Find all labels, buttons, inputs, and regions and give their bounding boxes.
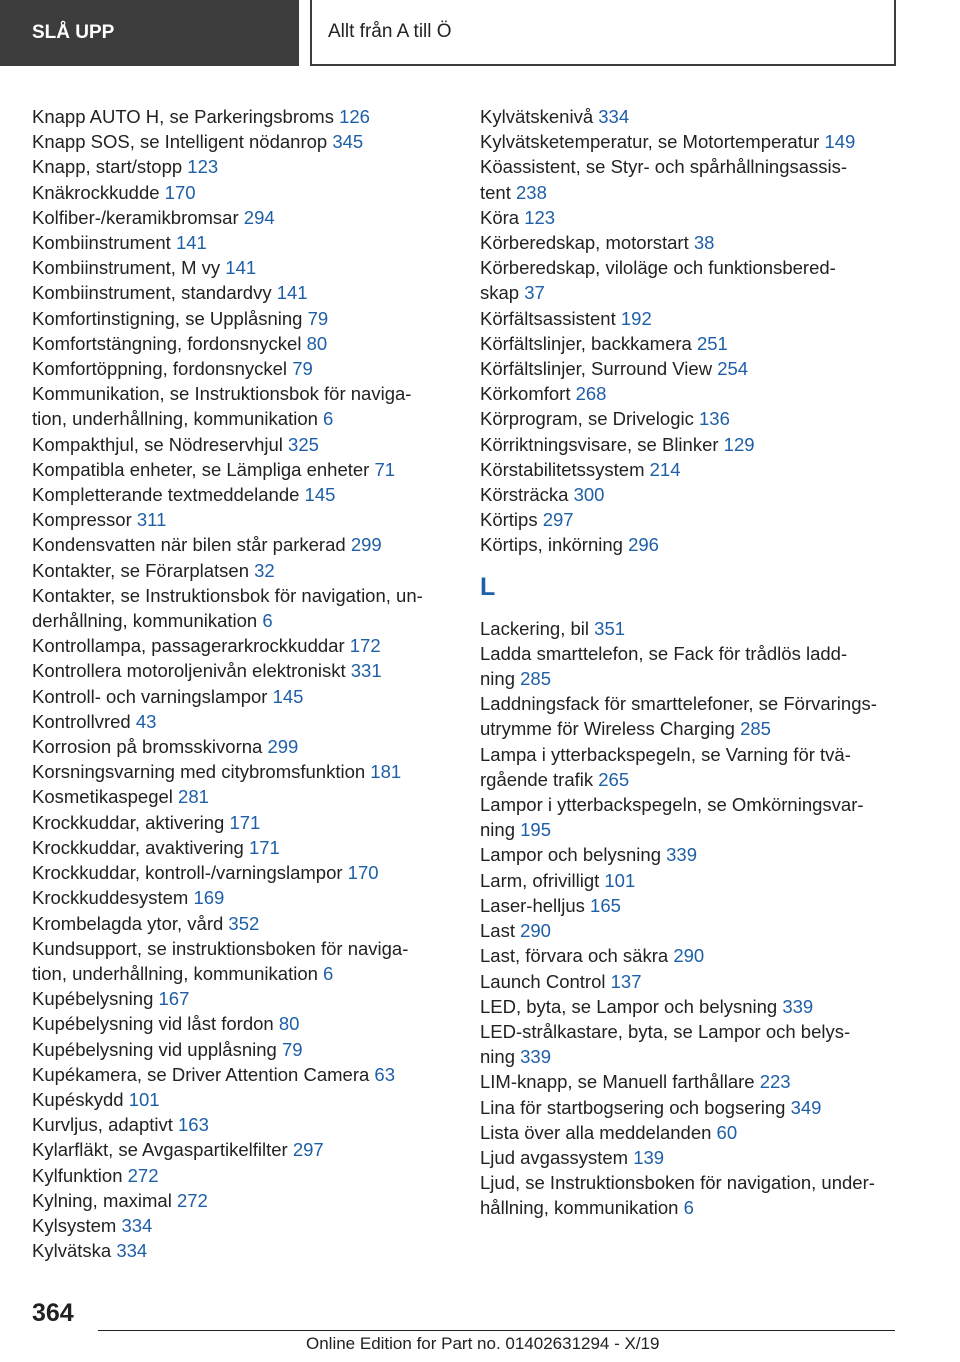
index-term: ning — [480, 668, 515, 690]
page-reference-link[interactable]: 285 — [520, 668, 551, 690]
index-term: Körtips — [480, 509, 538, 531]
page-reference-link[interactable]: 101 — [604, 869, 636, 891]
index-entry — [32, 1037, 452, 1062]
index-term: Kylvätsketemperatur, se Motortemperatur — [480, 131, 820, 153]
page-reference-link[interactable]: 299 — [267, 736, 299, 758]
index-term: Ladda smarttelefon, se Fack för trådlös ladd- — [480, 642, 848, 664]
index-term: Kurvljus, adaptivt — [32, 1114, 173, 1136]
index-entry — [32, 280, 452, 305]
index-term: rgående trafik — [480, 768, 594, 790]
index-term: Kupébelysning vid låst fordon — [32, 1013, 274, 1035]
index-term: Lina för startbogsering och bogsering — [480, 1096, 786, 1118]
index-entry — [32, 835, 452, 860]
index-term: Lampor i ytterbackspegeln, se Omkörningsvar- — [480, 794, 864, 816]
index-entry — [480, 331, 900, 356]
index-entry — [480, 104, 900, 129]
page-reference-link[interactable]: 38 — [693, 232, 715, 254]
index-term: hållning, kommunikation — [480, 1197, 679, 1219]
index-entry — [32, 306, 452, 331]
index-term: Larm, ofrivilligt — [480, 869, 600, 891]
page-reference-link[interactable]: 123 — [524, 206, 556, 228]
page-reference-link[interactable]: 6 — [323, 408, 334, 430]
index-entry — [32, 633, 452, 658]
index-term: Kontroll- och varningslampor — [32, 685, 268, 707]
index-term: utrymme för Wireless Charging — [480, 718, 735, 740]
index-entry — [480, 255, 900, 280]
index-entry — [32, 583, 452, 608]
page-reference-link[interactable]: 345 — [332, 131, 364, 153]
page-reference-link[interactable]: 129 — [723, 433, 755, 455]
page-reference-link[interactable]: 297 — [292, 1139, 324, 1161]
index-column-left — [32, 104, 452, 1263]
index-entry — [32, 432, 452, 457]
page-reference-link[interactable]: 71 — [374, 458, 396, 480]
index-entry — [32, 104, 452, 129]
index-term: Kontrollampa, passagerarkrockkuddar — [32, 635, 345, 657]
index-entry — [480, 1019, 900, 1044]
index-entry — [480, 129, 900, 154]
page-reference-link[interactable]: 60 — [716, 1121, 738, 1143]
index-entry — [480, 1044, 900, 1069]
index-section-letter: L — [480, 572, 496, 601]
index-term: Krockkuddar, kontroll-/varningslampor — [32, 862, 343, 884]
index-term: Krombelagda ytor, vård — [32, 912, 224, 934]
index-term: Körfältslinjer, backkamera — [480, 332, 692, 354]
index-entry — [480, 356, 900, 381]
index-term: Kylsystem — [32, 1214, 117, 1236]
index-entry — [480, 641, 900, 666]
index-entry — [480, 457, 900, 482]
index-entry — [32, 532, 452, 557]
page-reference-link[interactable]: 214 — [649, 458, 681, 480]
index-column-right — [480, 104, 900, 1221]
page-reference-link[interactable]: 6 — [262, 610, 273, 632]
index-term: Kontakter, se Förarplatsen — [32, 559, 249, 581]
page-reference-link[interactable]: 163 — [178, 1114, 209, 1136]
index-entry — [480, 742, 900, 767]
index-term: Kupékamera, se Driver Attention Camera — [32, 1063, 370, 1085]
index-term: Kombiinstrument, M vy — [32, 257, 221, 279]
index-entry — [32, 860, 452, 885]
index-entry — [32, 784, 452, 809]
index-term: Kupéskydd — [32, 1088, 124, 1110]
index-term: Kylfunktion — [32, 1164, 123, 1186]
page-reference-link[interactable]: 254 — [717, 358, 749, 380]
index-term: Korrosion på bromsskivorna — [32, 736, 263, 758]
page-reference-link[interactable]: 136 — [699, 408, 730, 430]
page-reference-link[interactable]: 6 — [323, 962, 334, 984]
page-reference-link[interactable]: 272 — [127, 1164, 159, 1186]
index-entry — [480, 767, 900, 792]
index-entry — [32, 457, 452, 482]
page-reference-link[interactable]: 170 — [347, 862, 379, 884]
index-term: Laddningsfack för smarttelefoner, se Förvarings- — [480, 693, 877, 715]
index-term: Launch Control — [480, 970, 606, 992]
page-reference-link[interactable]: 79 — [292, 358, 313, 380]
index-entry — [480, 943, 900, 968]
page-reference-link[interactable]: 80 — [306, 332, 328, 354]
page-reference-link[interactable]: 339 — [666, 844, 698, 866]
index-entry — [32, 1112, 452, 1137]
index-entry — [480, 792, 900, 817]
index-entry — [480, 994, 900, 1019]
index-entry — [32, 734, 452, 759]
index-term: derhållning, kommunikation — [32, 610, 258, 632]
index-term: Kosmetikaspegel — [32, 786, 173, 808]
page-reference-link[interactable]: 268 — [575, 383, 607, 405]
page-reference-link[interactable]: 311 — [136, 509, 167, 531]
page-reference-link[interactable]: 299 — [350, 534, 382, 556]
index-term: Kylarfläkt, se Avgaspartikelfilter — [32, 1139, 288, 1161]
index-entry — [32, 810, 452, 835]
index-term: Köra — [480, 206, 520, 228]
page-reference-link[interactable]: 297 — [542, 509, 574, 531]
index-term: Kombiinstrument — [32, 232, 171, 254]
index-entry — [480, 716, 900, 741]
index-entry — [32, 129, 452, 154]
page-reference-link[interactable]: 272 — [176, 1189, 208, 1211]
index-term: Körfältslinjer, Surround View — [480, 358, 713, 380]
index-term: Last — [480, 920, 515, 942]
index-entry — [480, 154, 900, 179]
index-term: ning — [480, 1046, 515, 1068]
page-reference-link[interactable]: 290 — [673, 945, 705, 967]
index-term: Kondensvatten när bilen står parkerad — [32, 534, 346, 556]
index-entry — [32, 230, 452, 255]
page-reference-link[interactable]: 37 — [524, 282, 545, 304]
index-term: Kylning, maximal — [32, 1189, 172, 1211]
page-reference-link[interactable]: 32 — [254, 559, 275, 581]
index-entry — [32, 608, 452, 633]
index-entry — [480, 893, 900, 918]
index-term: ning — [480, 819, 515, 841]
page-reference-link[interactable]: 334 — [121, 1214, 153, 1236]
index-entry — [480, 432, 900, 457]
index-term: LIM-knapp, se Manuell farthållare — [480, 1071, 755, 1093]
index-term: Knapp AUTO H, se Parkeringsbroms — [32, 106, 334, 127]
index-entry — [32, 1238, 452, 1263]
section-tab[interactable]: SLÅ UPP — [0, 0, 299, 66]
index-term: Lista över alla meddelanden — [480, 1121, 712, 1143]
index-term: Körstabilitetssystem — [480, 458, 645, 480]
index-term: Kylvätska — [32, 1240, 112, 1262]
page-reference-link[interactable]: 265 — [598, 768, 630, 790]
index-entry — [32, 406, 452, 431]
page-reference-link[interactable]: 63 — [374, 1063, 395, 1085]
index-term: Köassistent, se Styr- och spårhållningsassis- — [480, 156, 848, 178]
index-term: Ljud avgassystem — [480, 1146, 629, 1168]
index-entry — [32, 658, 452, 683]
page-reference-link[interactable]: 123 — [187, 156, 219, 178]
index-entry — [32, 885, 452, 910]
page-reference-link[interactable]: 6 — [683, 1197, 694, 1219]
index-term: Kontakter, se Instruktionsbok för navigation, un- — [32, 584, 423, 606]
index-entry — [480, 381, 900, 406]
index-term: Lackering, bil — [480, 617, 590, 639]
index-term: Komfortinstigning, se Upplåsning — [32, 307, 303, 329]
index-entry — [480, 1145, 900, 1170]
index-entry — [32, 154, 452, 179]
index-term: tion, underhållning, kommunikation — [32, 962, 318, 984]
index-term: Kylvätskenivå — [480, 106, 594, 127]
page-reference-link[interactable]: 172 — [349, 635, 381, 657]
index-term: Kontrollera motoroljenivån elektroniskt — [32, 660, 346, 682]
index-term: tent — [480, 181, 511, 203]
index-entry — [32, 1087, 452, 1112]
page-reference-link[interactable]: 339 — [520, 1046, 551, 1068]
index-entry — [480, 230, 900, 255]
page-reference-link[interactable]: 334 — [116, 1240, 148, 1262]
index-term: Ljud, se Instruktionsboken för navigation, under- — [480, 1172, 875, 1194]
page-reference-link[interactable]: 80 — [278, 1013, 300, 1035]
index-entry — [32, 1163, 452, 1188]
page-reference-link[interactable]: 79 — [307, 307, 329, 329]
page-reference-link[interactable]: 139 — [633, 1146, 665, 1168]
index-term: Kompatibla enheter, se Lämpliga enheter — [32, 458, 370, 480]
index-entry — [32, 961, 452, 986]
page-reference-link[interactable]: 137 — [610, 970, 642, 992]
index-entry — [480, 1069, 900, 1094]
page-reference-link[interactable]: 167 — [158, 988, 190, 1010]
page-reference-link[interactable]: 145 — [272, 685, 304, 707]
index-entry — [480, 406, 900, 431]
page-reference-link[interactable]: 126 — [339, 106, 370, 127]
page-reference-link[interactable]: 238 — [516, 181, 547, 203]
page-reference-link[interactable]: 43 — [135, 710, 157, 732]
index-entry — [32, 936, 452, 961]
page-reference-link[interactable]: 285 — [740, 718, 771, 740]
index-entry — [480, 868, 900, 893]
index-entry — [32, 381, 452, 406]
page-reference-link[interactable]: 325 — [288, 433, 319, 455]
index-term: Krockkuddesystem — [32, 887, 189, 909]
index-entry — [480, 306, 900, 331]
page-reference-link[interactable]: 170 — [164, 181, 196, 203]
page-reference-link[interactable]: 169 — [193, 887, 225, 909]
page-reference-link[interactable]: 141 — [276, 282, 308, 304]
index-entry — [480, 842, 900, 867]
index-term: Knapp SOS, se Intelligent nödanrop — [32, 131, 328, 153]
index-entry — [32, 482, 452, 507]
page-reference-link[interactable]: 223 — [759, 1071, 791, 1093]
page-reference-link[interactable]: 149 — [824, 131, 856, 153]
index-term: Lampa i ytterbackspegeln, se Varning för tvä- — [480, 743, 851, 765]
page-reference-link[interactable]: 101 — [128, 1088, 160, 1110]
index-term: Körriktningsvisare, se Blinker — [480, 433, 719, 455]
index-term: Komfortstängning, fordonsnyckel — [32, 332, 302, 354]
index-entry — [480, 918, 900, 943]
page-reference-link[interactable]: 79 — [281, 1038, 303, 1060]
chapter-tab[interactable]: Allt från A till Ö — [310, 0, 896, 66]
index-term: Lampor och belysning — [480, 844, 661, 866]
index-term: Körprogram, se Drivelogic — [480, 408, 694, 430]
index-entry — [32, 356, 452, 381]
footer-edition-text: Online Edition for Part no. 01402631294 - X/19 — [306, 1334, 660, 1353]
page-reference-link[interactable]: 141 — [225, 257, 257, 279]
index-term: Körberedskap, viloläge och funktionsbered- — [480, 257, 836, 279]
index-entry — [480, 280, 900, 305]
index-entry — [32, 1137, 452, 1162]
page-reference-link[interactable]: 352 — [228, 912, 260, 934]
index-entry — [32, 1011, 452, 1036]
index-entry — [32, 709, 452, 734]
index-term: Krockkuddar, avaktivering — [32, 836, 244, 858]
page-reference-link[interactable]: 349 — [790, 1096, 822, 1118]
index-term: Körberedskap, motorstart — [480, 232, 689, 254]
page-reference-link[interactable]: 145 — [304, 484, 336, 506]
page-reference-link[interactable]: 171 — [229, 811, 261, 833]
page-reference-link[interactable]: 290 — [520, 920, 551, 942]
index-term: Kolfiber-/keramikbromsar — [32, 206, 239, 228]
index-term: LED-strålkastare, byta, se Lampor och belys- — [480, 1020, 851, 1042]
index-entry — [32, 331, 452, 356]
index-entry — [32, 255, 452, 280]
index-term: Knapp, start/stopp — [32, 156, 183, 178]
page-reference-link[interactable]: 331 — [350, 660, 382, 682]
page-reference-link[interactable]: 165 — [590, 894, 621, 916]
index-entry — [480, 1170, 900, 1195]
page-reference-link[interactable]: 294 — [243, 206, 275, 228]
page-reference-link[interactable]: 339 — [782, 995, 814, 1017]
index-term: Kupébelysning — [32, 988, 154, 1010]
index-entry — [480, 205, 900, 230]
index-term: Kundsupport, se instruktionsboken för naviga- — [32, 937, 409, 959]
index-entry — [480, 532, 900, 557]
page-reference-link[interactable]: 334 — [598, 106, 630, 127]
index-entry — [32, 180, 452, 205]
index-entry — [480, 666, 900, 691]
index-term: Kupébelysning vid upplåsning — [32, 1038, 277, 1060]
index-entry — [480, 969, 900, 994]
index-term: Körfältsassistent — [480, 307, 616, 329]
index-entry — [480, 691, 900, 716]
index-term: Last, förvara och säkra — [480, 945, 669, 967]
index-entry — [480, 180, 900, 205]
index-entry — [480, 1095, 900, 1120]
index-term: Körkomfort — [480, 383, 571, 405]
index-term: Kompletterande textmeddelande — [32, 484, 300, 506]
index-term: skap — [480, 282, 520, 304]
index-term: LED, byta, se Lampor och belysning — [480, 995, 778, 1017]
index-entry — [32, 911, 452, 936]
index-term: Kommunikation, se Instruktionsbok för naviga- — [32, 383, 412, 405]
index-entry — [480, 1195, 900, 1220]
page-reference-link[interactable]: 192 — [620, 307, 652, 329]
index-entry — [32, 986, 452, 1011]
index-term: Korsningsvarning med citybromsfunktion — [32, 761, 366, 783]
index-group-l — [480, 616, 900, 1221]
page-reference-link[interactable]: 195 — [520, 819, 551, 841]
index-entry — [32, 1213, 452, 1238]
page-reference-link[interactable]: 351 — [594, 617, 626, 639]
index-term: Kompressor — [32, 509, 132, 531]
page-header — [0, 0, 960, 66]
page-reference-link[interactable]: 181 — [370, 761, 402, 783]
index-group-k — [480, 104, 900, 558]
index-entry — [32, 205, 452, 230]
page-reference-link[interactable]: 251 — [696, 332, 728, 354]
page-reference-link[interactable]: 281 — [178, 786, 209, 808]
index-entry — [32, 759, 452, 784]
index-entry — [480, 507, 900, 532]
index-term: Krockkuddar, aktivering — [32, 811, 225, 833]
index-entry — [32, 684, 452, 709]
index-term: Körtips, inkörning — [480, 534, 623, 556]
index-term: Komfortöppning, fordonsnyckel — [32, 358, 288, 380]
index-entry — [480, 482, 900, 507]
index-term: Laser-helljus — [480, 894, 585, 916]
index-entry — [32, 1062, 452, 1087]
index-term: Knäkrockkudde — [32, 181, 160, 203]
page-reference-link[interactable]: 296 — [628, 534, 659, 556]
index-term: Kombiinstrument, standardvy — [32, 282, 272, 304]
index-entry — [480, 616, 900, 641]
index-term: Kontrollvred — [32, 710, 131, 732]
index-term: Körsträcka — [480, 484, 569, 506]
index-entry — [32, 558, 452, 583]
index-term: Kompakthjul, se Nödreservhjul — [32, 433, 283, 455]
page-reference-link[interactable]: 141 — [175, 232, 207, 254]
page-number: 364 — [32, 1299, 74, 1327]
page-reference-link[interactable]: 300 — [573, 484, 605, 506]
page-reference-link[interactable]: 171 — [248, 836, 280, 858]
index-term: tion, underhållning, kommunikation — [32, 408, 318, 430]
footer-divider — [98, 1330, 895, 1331]
index-entry — [480, 817, 900, 842]
index-entry — [32, 1188, 452, 1213]
index-entry — [32, 507, 452, 532]
index-entry — [480, 1120, 900, 1145]
